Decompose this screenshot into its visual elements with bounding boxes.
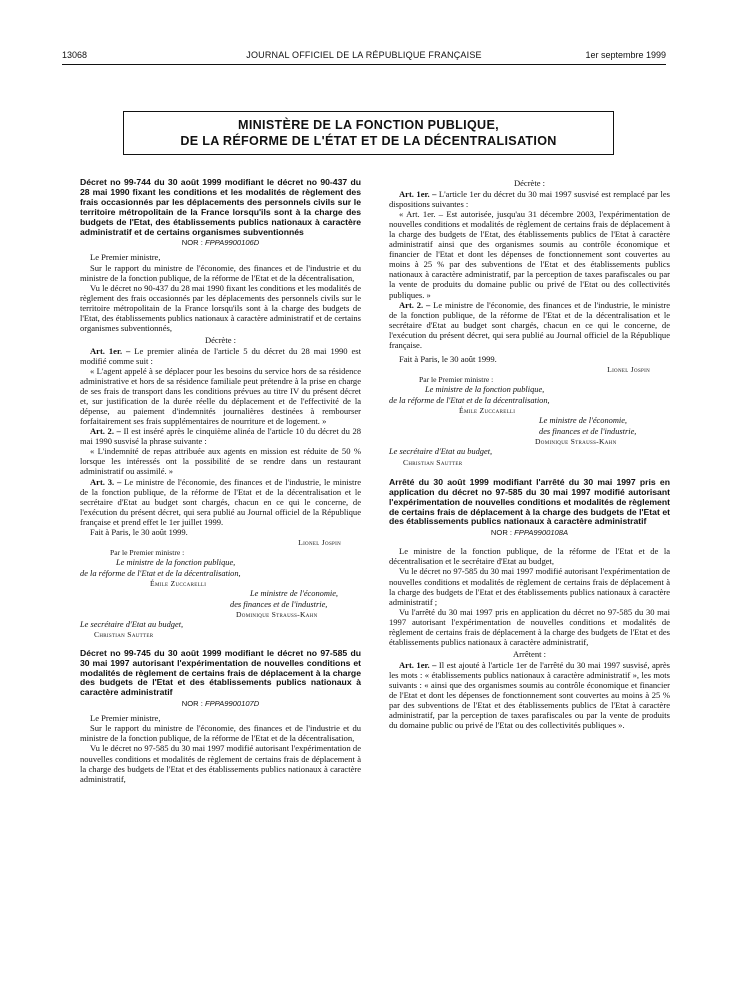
min-eco-name: Dominique Strauss-Kahn	[535, 436, 617, 446]
article-text: Il est inséré après le cinquième alinéa de l'article 10 du décret du 28 mai 1990 susvisé la phrase suivante :	[80, 426, 362, 447]
article-label: Art. 2. –	[399, 299, 431, 310]
ministry-line-1: MINISTÈRE DE LA FONCTION PUBLIQUE,	[238, 118, 499, 132]
min-eco-name: Dominique Strauss-Kahn	[236, 609, 318, 619]
decree-2	[80, 649, 361, 784]
pm-signature: Lionel Jospin	[298, 537, 341, 547]
arrete-arretent: Arrêtent :	[513, 648, 546, 659]
ministry-heading	[123, 111, 614, 155]
decree-2-done: Fait à Paris, le 30 août 1999.	[399, 353, 497, 364]
nor-code: FPPA9900106D	[204, 238, 260, 248]
page-header	[62, 50, 666, 64]
decree-2-decrete: Décrète :	[513, 178, 546, 188]
decree-1	[80, 178, 361, 641]
header-rule	[62, 64, 666, 65]
decree-1-title: Décret no 99-744 du 30 août 1999 modifiant le décret no 90-437 du 28 mai 1990 fixant les conditions et les modalités de règlement des frais occasionnés par les déplacements des personnels civils sur le territoire métropolitain de la France lorsqu'ils sont à la charge des budgets de l'Etat, des établissements publics nationaux à caractère administratif et de certains organismes subventionnés	[80, 177, 361, 237]
decree-2-signatures	[389, 365, 670, 468]
decree-2-title: Décret no 99-745 du 30 août 1999 modifiant le décret no 97-585 du 30 mai 1997 autorisant l'expérimentation de nouvelles conditions et modalités de règlement de certains frais de déplacement à la charge des budgets de l'Etat et des établissements publics nationaux à caractère administratif	[80, 647, 361, 698]
nor-label: NOR :	[490, 528, 513, 538]
decree-1-nor	[80, 238, 361, 248]
issue-date: 1er septembre 1999	[585, 50, 666, 60]
sec-name: Christian Sautter	[403, 457, 463, 467]
article-label: Art. 1er. –	[399, 189, 437, 200]
right-column	[389, 178, 670, 730]
min-eco-title-2: des finances et de l'industrie,	[230, 599, 328, 609]
page-number: 13068	[62, 50, 88, 60]
min-eco-title-1: Le ministre de l'économie,	[539, 416, 628, 426]
article-label: Art. 3. –	[90, 476, 122, 487]
sec-title: Le secrétaire d'Etat au budget,	[389, 447, 493, 457]
decree-2-art2	[389, 300, 670, 350]
decree-2-art1-quote: « Art. 1er. – Est autorisée, jusqu'au 31 décembre 2003, l'expérimentation de nouvelles conditions et modalités de règlement de certains frais de déplacement à la charge des budgets de l'Etat, des établissements publics de l'Etat à caractère administratif ainsi que des organismes soumis au contrôle économique et financier de l'Etat et dont les dépenses de fonctionnement sont couvertes au moins à 25 % par des subventions de l'Etat et des établissements publics nationaux à caractère administratif, par la perception de taxes parafiscales ou par la vente de produits du domaine public ou privé de l'Etat ou des collectivités publiques. »	[389, 209, 670, 300]
min-fp-title-1: Le ministre de la fonction publique,	[425, 385, 545, 395]
min-eco-title-1: Le ministre de l'économie,	[250, 589, 339, 599]
article-label: Art. 1er. –	[399, 659, 437, 670]
arrete-p3: Vu l'arrêté du 30 mai 1997 pris en application du décret no 97-585 du 30 mai 1997 autorisant l'expérimentation de nouvelles conditions et modalités de règlement de certains frais de déplacement à la charge des budgets de l'Etat et des établissements publics nationaux à caractère administratif,	[389, 606, 670, 647]
decree-1-art3	[80, 477, 361, 527]
decree-1-p1: Le Premier ministre,	[90, 252, 161, 263]
decree-2-continued	[389, 178, 670, 468]
decree-1-signatures	[80, 538, 361, 641]
decree-2-art1	[389, 189, 670, 209]
decree-1-art1	[80, 346, 361, 366]
left-column	[80, 178, 361, 784]
decree-1-done: Fait à Paris, le 30 août 1999.	[90, 526, 188, 537]
decree-2-p3: Vu le décret no 97-585 du 30 mai 1997 modifié autorisant l'expérimentation de nouvelles conditions et modalités de règlement de certains frais de déplacement à la charge des budgets de l'Etat et des établissements publics nationaux à caractère administratif,	[80, 743, 361, 784]
pm-signature: Lionel Jospin	[607, 364, 650, 374]
sec-name: Christian Sautter	[94, 630, 154, 640]
nor-label: NOR :	[181, 699, 203, 709]
article-text: Le ministre de l'économie, des finances et de l'industrie, le ministre de la fonction publique, de la réforme de l'Etat et de la décentralisation et le secrétaire d'Etat au budget sont chargés, chacun en ce qui le concerne, de l'exécution du présent décret, qui sera publié au Journal officiel de la République française et prend effet le 1er juillet 1999.	[80, 476, 362, 527]
min-fp-title-2: de la réforme de l'Etat et de la décentralisation,	[389, 395, 550, 405]
decree-1-decrete: Décrète :	[204, 334, 237, 345]
article-text: Le premier alinéa de l'article 5 du décret du 28 mai 1990 est modifié comme suit :	[80, 345, 361, 366]
article-label: Art. 1er. –	[90, 345, 131, 356]
decree-2-p1: Le Premier ministre,	[90, 713, 161, 724]
decree-1-art2	[80, 426, 361, 446]
decree-2-nor	[80, 699, 361, 709]
by-pm: Par le Premier ministre :	[419, 375, 494, 385]
decree-1-art1-quote: « L'agent appelé à se déplacer pour les besoins du service hors de sa résidence administrative et hors de sa résidence familiale peut prétendre à la prise en charge de ses frais de transport dans les conditions prévues au titre IV du présent décret et, sur justification de la durée réelle du déplacement et de l'effectivité de la dépense, au paiement d'indemnités journalières destinées à rembourser forfaitairement ses frais supplémentaires de nourriture et de logement. »	[80, 366, 361, 427]
arrete	[389, 478, 670, 730]
article-text: Il est ajouté à l'article 1er de l'arrêté du 30 mai 1997 susvisé, après les mots : « établissements publics nationaux à caractère administratif », les mots suivants : « ainsi que des organismes soumis au contrôle économique et financier de l'Etat et dont les dépenses de fonctionnement sont couvertes au moins à 25 % par des subventions de l'Etat et des établissements publics de l'Etat à caractère administratif, par la perception de taxes parafiscales ou par la vente de produits du domaine public ou privé de l'Etat ou des collectivités publiques ».	[389, 659, 670, 731]
decree-1-p2: Sur le rapport du ministre de l'économie, des finances et de l'industrie et du ministre de la fonction publique, de la réforme de l'Etat et de la décentralisation,	[80, 262, 361, 283]
arrete-art1	[389, 660, 670, 730]
min-eco-title-2: des finances et de l'industrie,	[539, 426, 637, 436]
decree-1-p3: Vu le décret no 90-437 du 28 mai 1990 fixant les conditions et les modalités de règlement des frais occasionnés par les déplacements des personnels civils sur le territoire métropolitain de la France lorsqu'ils sont à la charge des budgets de l'Etat, des établissements publics nationaux à caractère administratif et de certains organismes subventionnés,	[80, 282, 361, 333]
min-fp-title-1: Le ministre de la fonction publique,	[116, 558, 236, 568]
ministry-line-2: DE LA RÉFORME DE L'ÉTAT ET DE LA DÉCENTRALISATION	[180, 134, 557, 148]
arrete-title: Arrêté du 30 août 1999 modifiant l'arrêté du 30 mai 1997 pris en application du décret no 97-585 du 30 mai 1997 modifié autorisant l'expérimentation de nouvelles conditions et modalités de règlement de certains frais de déplacement à la charge des budgets de l'Etat et des établissements publics nationaux à caractère administratif	[389, 476, 670, 527]
article-label: Art. 2. –	[90, 426, 121, 437]
min-fp-title-2: de la réforme de l'Etat et de la décentralisation,	[80, 568, 241, 578]
arrete-nor	[389, 528, 670, 538]
nor-code: FPPA9900107D	[204, 699, 260, 709]
nor-label: NOR :	[181, 238, 203, 248]
journal-title: JOURNAL OFFICIEL DE LA RÉPUBLIQUE FRANÇAISE	[246, 50, 482, 60]
arrete-p2: Vu le décret no 97-585 du 30 mai 1997 modifié autorisant l'expérimentation de nouvelles conditions et modalités de règlement de certains frais de déplacement à la charge des budgets de l'Etat et des établissements publics nationaux à caractère administratif ;	[389, 566, 670, 607]
article-text: L'article 1er du décret du 30 mai 1997 susvisé est remplacé par les dispositions suivantes :	[389, 189, 670, 210]
by-pm: Par le Premier ministre :	[110, 548, 185, 558]
sec-title: Le secrétaire d'Etat au budget,	[80, 620, 184, 630]
nor-code: FPPA9900108A	[514, 528, 569, 538]
arrete-p1: Le ministre de la fonction publique, de la réforme de l'Etat et de la décentralisation et le secrétaire d'Etat au budget,	[389, 546, 670, 567]
min-fp-name: Émile Zuccarelli	[150, 578, 207, 588]
min-fp-name: Émile Zuccarelli	[459, 406, 516, 416]
decree-2-p2: Sur le rapport du ministre de l'économie, des finances et de l'industrie et du ministre de la fonction publique, de la réforme de l'Etat et de la décentralisation,	[80, 723, 361, 744]
decree-1-art2-quote: « L'indemnité de repas attribuée aux agents en mission est réduite de 50 % lorsque les intéressés ont la possibilité de se rendre dans un restaurant administratif ou assimilé. »	[80, 446, 361, 477]
article-text: Le ministre de l'économie, des finances et de l'industrie, le ministre de la fonction publique, de la réforme de l'Etat et de la décentralisation et le secrétaire d'Etat au budget sont chargés, chacun en ce qui le concerne, de l'exécution du présent décret, qui sera publié au Journal officiel de la République française.	[389, 299, 671, 350]
